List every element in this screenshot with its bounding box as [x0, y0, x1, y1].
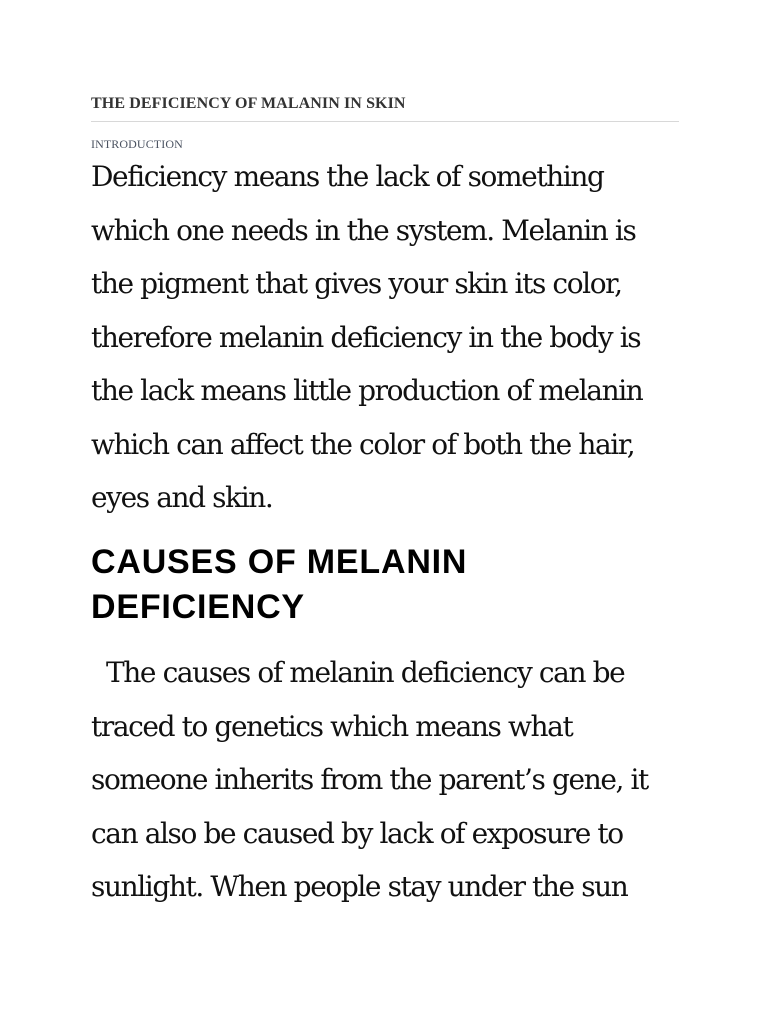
intro-line: the lack means little production of melanin	[91, 374, 643, 407]
title-divider	[91, 121, 679, 122]
section-heading-causes	[91, 540, 467, 630]
causes-line: can also be caused by lack of exposure to	[91, 816, 623, 850]
heading-line: CAUSES OF MELANIN	[91, 543, 468, 581]
causes-line: sunlight. When people stay under the sun	[91, 870, 628, 903]
intro-line: Deficiency means the lack of something	[91, 160, 604, 193]
causes-line: someone inherits from the parent’s gene, it	[91, 763, 648, 796]
heading-line: DEFICIENCY	[91, 588, 305, 626]
causes-line: The causes of melanin deficiency can be	[91, 656, 625, 689]
document-title: THE DEFICIENCY OF MALANIN IN SKIN	[91, 95, 406, 112]
intro-line: eyes and skin.	[91, 481, 273, 514]
causes-line: traced to genetics which means what	[91, 709, 573, 743]
intro-line: which one needs in the system. Melanin is	[91, 213, 636, 247]
causes-paragraph	[91, 646, 681, 914]
intro-line: which can affect the color of both the hair,	[91, 427, 635, 461]
intro-line: therefore melanin deficiency in the body is	[91, 320, 641, 354]
section-label-introduction: INTRODUCTION	[91, 137, 183, 151]
intro-paragraph	[91, 150, 681, 525]
intro-line: the pigment that gives your skin its color,	[91, 267, 622, 300]
